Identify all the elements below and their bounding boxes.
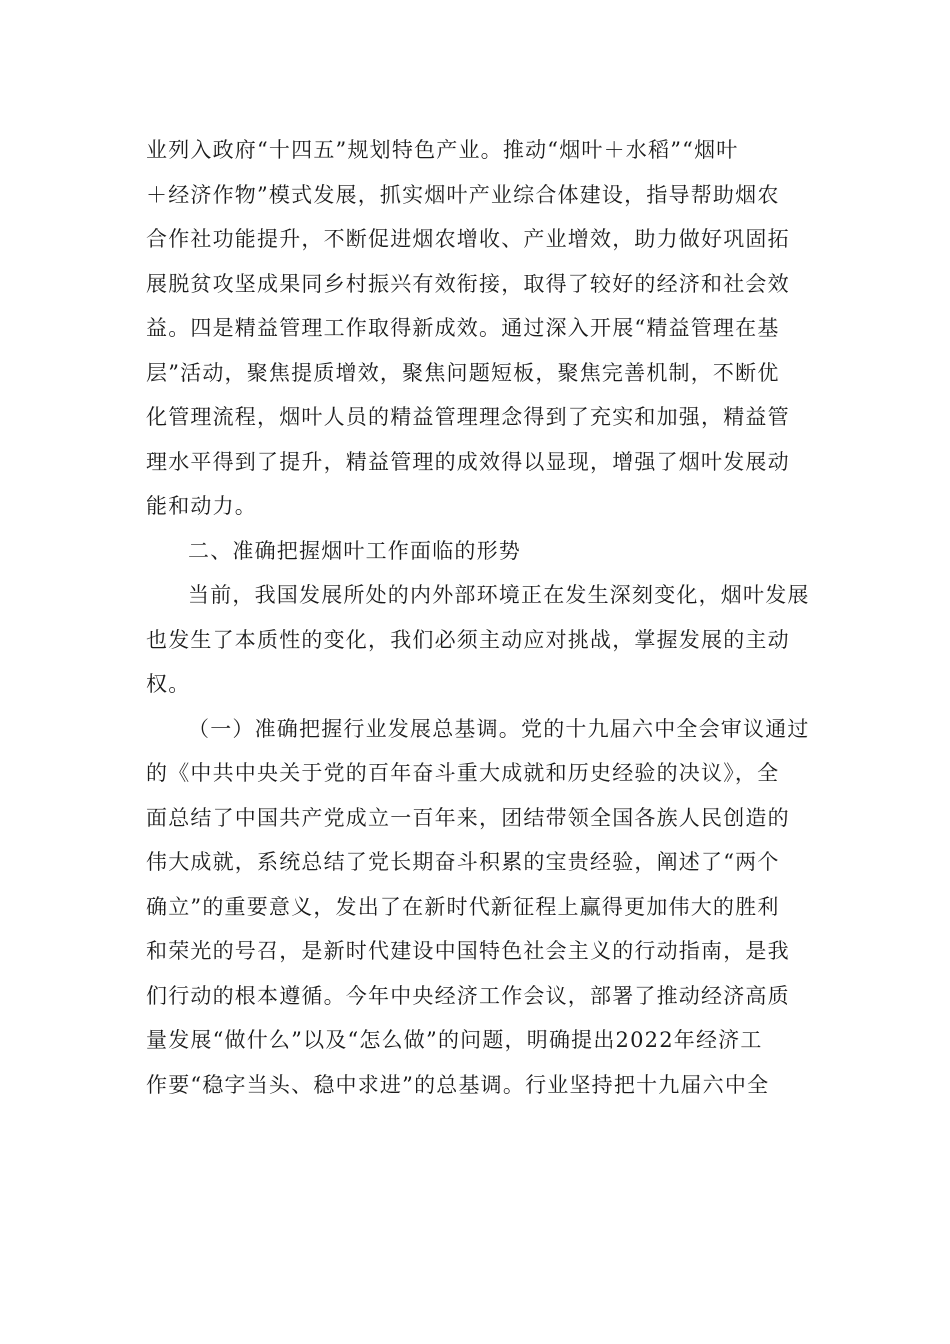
text-line: 合作社功能提升，不断促进烟农增收、产业增效，助力做好巩固拓 [146,227,790,251]
text-line: 当前，我国发展所处的内外部环境正在发生深刻变化，烟叶发展 [188,583,810,607]
text-line: 展脱贫攻坚成果同乡村振兴有效衔接，取得了较好的经济和社会效 [146,271,790,296]
text-line: 的《中共中央关于党的百年奋斗重大成就和历史经验的决议》，全 [146,761,780,785]
text-line: 理水平得到了提升，精益管理的成效得以显现，增强了烟叶发展动 [146,449,790,474]
text-line: 们行动的根本遵循。今年中央经济工作会议，部署了推动经济高质 [146,983,790,1008]
text-line: ＋经济作物”模式发展，抓实烟叶产业综合体建设，指导帮助烟农 [146,182,780,207]
text-line: 能和动力。 [146,494,257,518]
document-body [146,128,810,1107]
text-line: 也发生了本质性的变化，我们必须主动应对挑战，掌握发展的主动 [146,627,790,652]
text-line: 权。 [146,672,191,696]
text-line: 量发展“做什么”以及“怎么做”的问题，明确提出2022年经济工 [146,1028,763,1052]
text-line: 益。四是精益管理工作取得新成效。通过深入开展“精益管理在基 [146,316,780,340]
text-line: 确立”的重要意义，发出了在新时代新征程上赢得更加伟大的胜利 [146,894,780,919]
text-line: 化管理流程，烟叶人员的精益管理理念得到了充实和加强，精益管 [146,405,790,429]
text-line: 业列入政府“十四五”规划特色产业。推动“烟叶＋水稻”“烟叶 [146,138,739,162]
text-line: 层”活动，聚焦提质增效，聚焦问题短板，聚焦完善机制，不断优 [146,360,780,385]
text-line: 伟大成就，系统总结了党长期奋斗积累的宝贵经验，阐述了“两个 [146,850,780,874]
text-line: 面总结了中国共产党成立一百年来，团结带领全国各族人民创造的 [146,805,790,830]
text-line: 二、准确把握烟叶工作面临的形势 [188,538,521,563]
text-line: 作要“稳字当头、稳中求进”的总基调。行业坚持把十九届六中全 [146,1072,770,1097]
text-line: （一）准确把握行业发展总基调。党的十九届六中全会审议通过 [188,716,810,741]
text-line: 和荣光的号召，是新时代建设中国特色社会主义的行动指南，是我 [146,939,790,963]
